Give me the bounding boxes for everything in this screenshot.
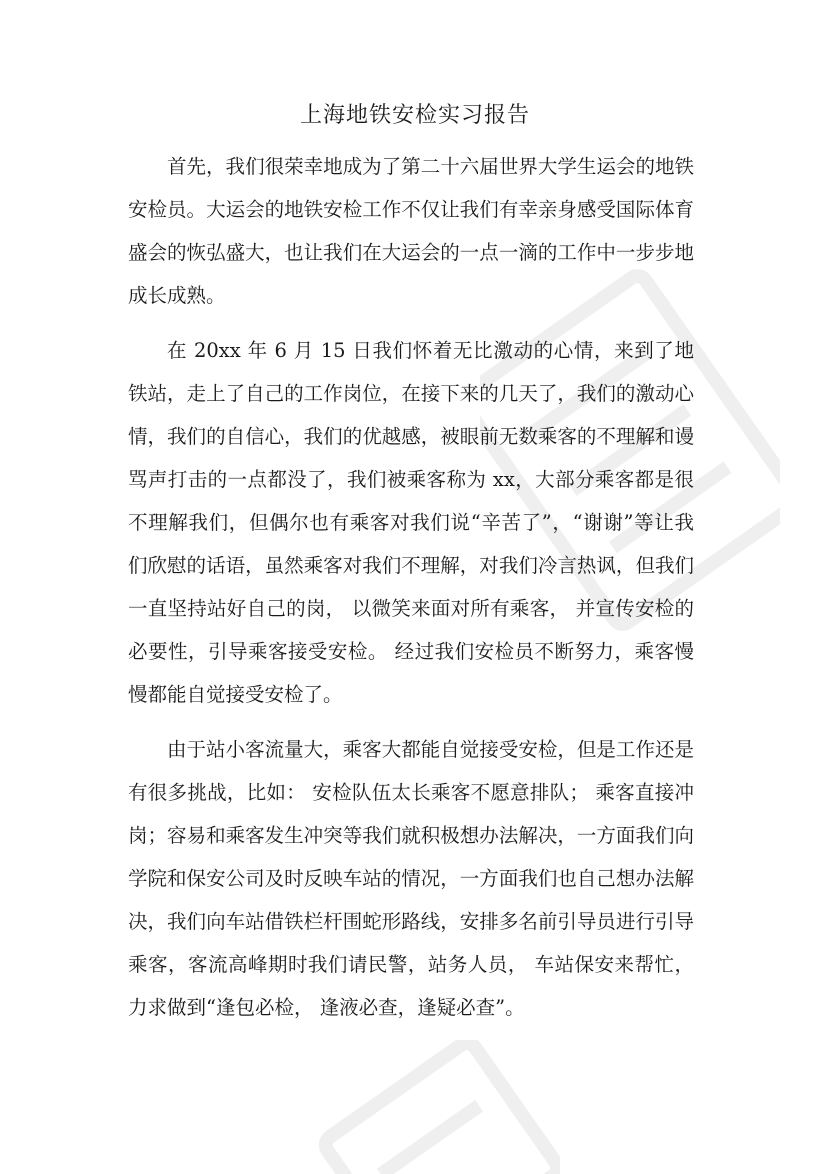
document-body [128,145,694,1029]
watermark-icon [300,1040,560,1174]
paragraph: 首先，我们很荣幸地成为了第二十六届世界大学生运会的地铁安检员。大运会的地铁安检工作不仅让我们有幸亲身感受国际体育盛会的恢弘盛大，也让我们在大运会的一点一滴的工作中一步步地成长成熟。 [128,155,694,307]
paragraph: 由于站小客流量大，乘客大都能自觉接受安检，但是工作还是有很多挑战，比如： 安检队伍太长乘客不愿意排队； 乘客直接冲岗；容易和乘客发生冲突等我们就积极想办法解决，一方面我们向学院和保安公司及时反映车站的情况，一方面我们也自己想办法解决，我们向车站借铁栏杆围蛇形路线，安排多名前引导员进行引导乘客，客流高峰期时我们请民警，站务人员， 车站保安来帮忙，力求做到“逢包必检， 逢液必查，逢疑必查”。 [128,738,694,1019]
page-title: 上海地铁安检实习报告 [299,103,530,128]
paragraph: 在 20xx 年 6 月 15 日我们怀着无比激动的心情，来到了地铁站，走上了自己的工作岗位，在接下来的几天了，我们的激动心情，我们的自信心，我们的优越感，被眼前无数乘客的不理解和谩骂声打击的一点都没了，我们被乘客称为 xx，大部分乘客都是很不理解我们，但偶尔也有乘客对我们说“辛苦了”，“谢谢”等让我们欣慰的话语，虽然乘客对我们不理解，对我们冷言热讽，但我们一直坚持站好自己的岗， 以微笑来面对所有乘客， 并宣传安检的必要性，引导乘客接受安检。 经过我们安检员不断努力，乘客慢慢都能自觉接受安检了。 [128,339,694,706]
